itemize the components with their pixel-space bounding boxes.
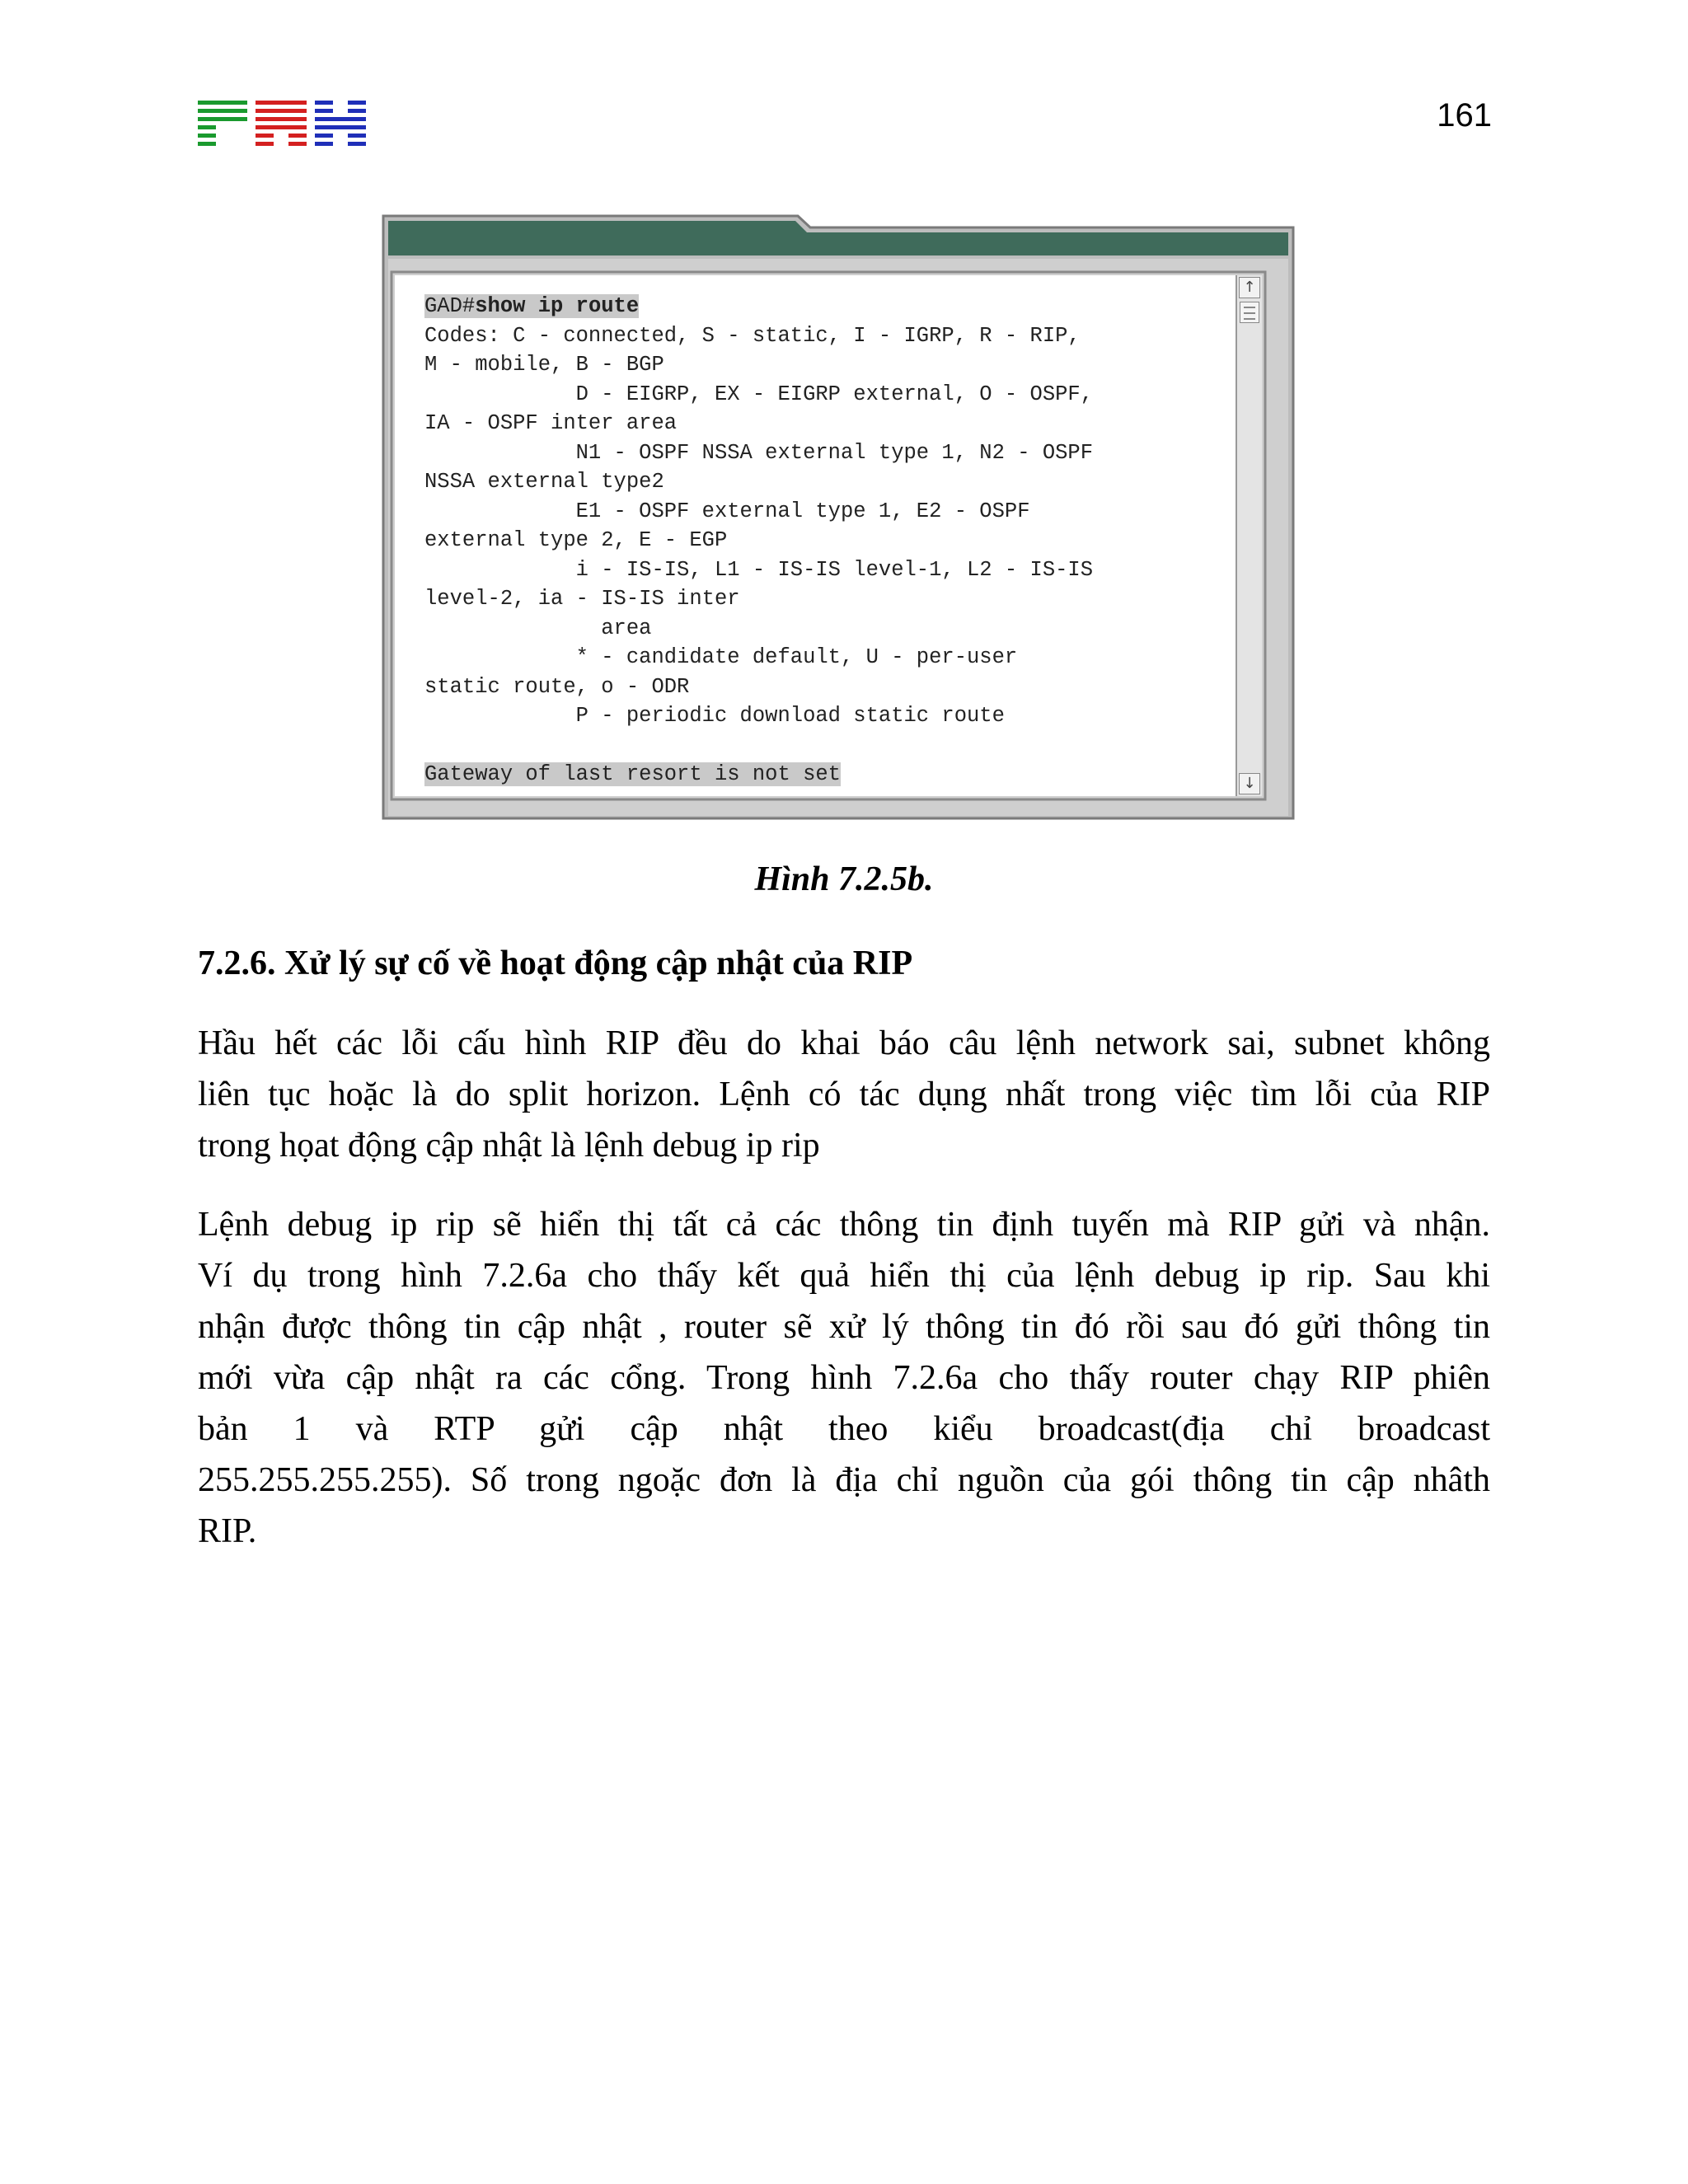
terminal-line: N1 - OSPF NSSA external type 1, N2 - OSPF (424, 440, 1094, 465)
terminal-line: P - periodic download static route (424, 704, 1005, 728)
terminal-line: static route, o - ODR (424, 674, 690, 699)
paragraph-line: trong họat động cập nhật là lệnh debug ip rip (198, 1127, 820, 1165)
terminal-screen (395, 275, 1262, 796)
paragraph-line: nhận được thông tin cập nhật , router sẽ xử lý thông tin đó rồi sau đó gửi thông tin (198, 1308, 1490, 1346)
section-heading: 7.2.6. Xử lý sự cố về hoạt động cập nhật của RIP (198, 944, 913, 982)
terminal-output (424, 292, 1093, 790)
paragraph-line: Ví dụ trong hình 7.2.6a cho thấy kết quả hiển thị của lệnh debug ip rip. Sau khi (198, 1257, 1490, 1295)
logo (198, 101, 366, 147)
terminal-command-line (424, 294, 639, 318)
terminal-line: Codes: C - connected, S - static, I - IGRP, R - RIP, (424, 323, 1081, 348)
paragraph-line: Hầu hết các lỗi cấu hình RIP đều do khai báo câu lệnh network sai, subnet không (198, 1024, 1490, 1062)
terminal-line: E1 - OSPF external type 1, E2 - OSPF (424, 499, 1030, 523)
terminal-line: i - IS-IS, L1 - IS-IS level-1, L2 - IS-IS (424, 557, 1094, 582)
scrollbar[interactable] (1236, 275, 1262, 796)
paragraph-1 (198, 1018, 1490, 1171)
paragraph-line: Lệnh debug ip rip sẽ hiển thị tất cả các thông tin định tuyến mà RIP gửi và nhận. (198, 1206, 1490, 1244)
terminal-prompt: GAD# (424, 294, 476, 318)
paragraph-line: bản 1 và RTP gửi cập nhật theo kiểu broadcast(địa chỉ broadcast (198, 1410, 1490, 1448)
terminal-line: Gateway of last resort is not set (424, 762, 841, 786)
page-number: 161 (1437, 97, 1492, 134)
terminal-line: external type 2, E - EGP (424, 528, 728, 552)
terminal-line: * - candidate default, U - per-user (424, 645, 1018, 669)
paragraph-line: liên tục hoặc là do split horizon. Lệnh có tác dụng nhất trong việc tìm lỗi của RIP (198, 1076, 1490, 1113)
paragraph-line: mới vừa cập nhật ra các cổng. Trong hình 7.2.6a cho thấy router chạy RIP phiên (198, 1359, 1490, 1397)
paragraph-line: RIP. (198, 1512, 257, 1550)
scroll-down-arrow-icon[interactable]: ↓ (1239, 773, 1260, 794)
terminal-line: level-2, ia - IS-IS inter (424, 587, 740, 611)
terminal-window (382, 214, 1295, 820)
logo-graphic (198, 101, 366, 147)
paragraph-2 (198, 1199, 1490, 1557)
scroll-thumb[interactable] (1240, 302, 1259, 323)
terminal-line: D - EIGRP, EX - EIGRP external, O - OSPF, (424, 382, 1094, 406)
terminal-line: area (424, 616, 652, 640)
figure-caption: Hình 7.2.5b. (754, 860, 934, 898)
terminal-line: IA - OSPF inter area (424, 411, 678, 435)
terminal-line: NSSA external type2 (424, 470, 664, 494)
scroll-up-arrow-icon[interactable]: ↑ (1239, 277, 1260, 298)
terminal-command: show ip route (475, 294, 640, 318)
paragraph-line: 255.255.255.255). Số trong ngoặc đơn là địa chỉ nguồn của gói thông tin cập nhâth (198, 1461, 1490, 1499)
terminal-line: M - mobile, B - BGP (424, 353, 664, 377)
